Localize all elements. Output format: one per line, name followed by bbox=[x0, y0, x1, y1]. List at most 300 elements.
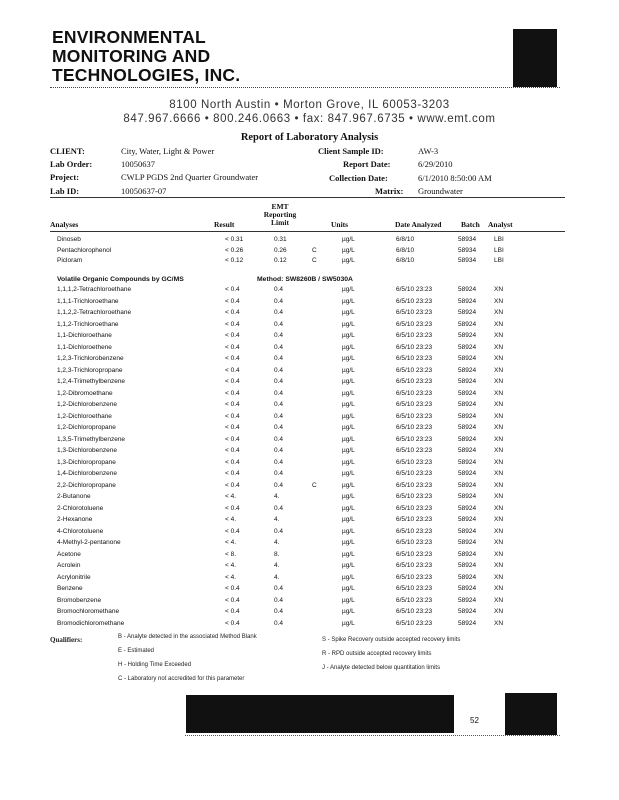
units: µg/L bbox=[342, 320, 355, 328]
units: µg/L bbox=[342, 493, 355, 500]
analyst: XN bbox=[494, 493, 504, 500]
reporting-limit: 0.4 bbox=[274, 435, 284, 443]
analyte-name: Bromobenzene bbox=[57, 596, 102, 604]
date-analyzed: 6/8/10 bbox=[396, 246, 415, 254]
reporting-limit: 0.4 bbox=[274, 378, 284, 385]
units: µg/L bbox=[342, 343, 355, 351]
date-analyzed: 6/5/10 23:23 bbox=[396, 481, 433, 489]
analyst: XN bbox=[494, 516, 504, 523]
batch-id: 58924 bbox=[458, 550, 477, 558]
report-date-label: Report Date: bbox=[343, 159, 391, 169]
units: µg/L bbox=[342, 562, 355, 569]
analyte-name: 1,3-Dichlorobenzene bbox=[57, 447, 117, 454]
analyte-name: 1,1,2,2-Tetrachloroethane bbox=[57, 309, 132, 316]
page-number: 52 bbox=[470, 716, 479, 725]
units: µg/L bbox=[342, 412, 355, 420]
analyte-name: Picloram bbox=[57, 257, 83, 264]
project-label: Project: bbox=[50, 172, 80, 182]
result-value: < 0.4 bbox=[225, 332, 240, 339]
analyte-name: 1,3,5-Trimethylbenzene bbox=[57, 435, 126, 443]
result-value: < 0.12 bbox=[225, 257, 244, 264]
company-logo bbox=[52, 28, 240, 85]
table-row bbox=[50, 620, 565, 631]
matrix-label: Matrix: bbox=[375, 186, 404, 196]
table-row bbox=[50, 551, 565, 562]
analyte-name: 4-Chlorotoluene bbox=[57, 527, 104, 535]
qualifier-e: E - Estimated bbox=[118, 648, 155, 654]
analyte-name: Dinoseb bbox=[57, 236, 81, 243]
batch-id: 58934 bbox=[458, 246, 477, 254]
batch-id: 58924 bbox=[458, 412, 477, 420]
analyte-name: 1,2-Dichloropropane bbox=[57, 424, 116, 431]
analyte-name: 1,2,4-Trimethylbenzene bbox=[57, 378, 126, 385]
redaction-box-top bbox=[513, 29, 557, 87]
lab-id-label: Lab ID: bbox=[50, 186, 80, 196]
footer-divider bbox=[185, 735, 560, 736]
col-header-analyses: Analyses bbox=[50, 220, 79, 229]
analyte-name: 2-Butanone bbox=[57, 493, 91, 500]
result-value: < 0.4 bbox=[225, 366, 240, 374]
col-header-analyst: Analyst bbox=[488, 220, 513, 229]
date-analyzed: 6/5/10 23:23 bbox=[396, 608, 433, 615]
batch-id: 58924 bbox=[458, 435, 477, 443]
table-row bbox=[50, 574, 565, 585]
batch-id: 58924 bbox=[458, 527, 477, 535]
batch-id: 58924 bbox=[458, 389, 477, 397]
units: µg/L bbox=[342, 527, 355, 535]
reporting-limit: 0.12 bbox=[274, 257, 287, 264]
table-row bbox=[50, 309, 565, 320]
batch-id: 58924 bbox=[458, 447, 477, 454]
batch-id: 58924 bbox=[458, 573, 477, 581]
analyte-name: Pentachlorophenol bbox=[57, 246, 112, 254]
units: µg/L bbox=[342, 481, 355, 489]
date-analyzed: 6/5/10 23:23 bbox=[396, 355, 433, 362]
batch-id: 58924 bbox=[458, 286, 477, 293]
result-value: < 0.4 bbox=[225, 389, 240, 397]
analyte-name: 1,2,3-Trichlorobenzene bbox=[57, 355, 124, 362]
result-value: < 0.4 bbox=[225, 412, 240, 420]
result-value: < 0.26 bbox=[225, 246, 244, 254]
reporting-limit: 0.4 bbox=[274, 458, 284, 466]
reporting-limit: 4. bbox=[274, 562, 280, 569]
batch-id: 58924 bbox=[458, 539, 477, 546]
analyst: XN bbox=[494, 550, 504, 558]
analyte-name: 1,2-Dichlorobenzene bbox=[57, 401, 117, 408]
batch-id: 58924 bbox=[458, 470, 477, 477]
date-analyzed: 6/5/10 23:23 bbox=[396, 412, 433, 420]
date-analyzed: 6/5/10 23:23 bbox=[396, 297, 433, 305]
col-header-result: Result bbox=[214, 220, 235, 229]
table-row bbox=[50, 321, 565, 332]
batch-id: 58924 bbox=[458, 619, 477, 627]
units: µg/L bbox=[342, 516, 355, 523]
units: µg/L bbox=[342, 539, 355, 546]
date-analyzed: 6/5/10 23:23 bbox=[396, 585, 433, 592]
units: µg/L bbox=[342, 608, 355, 615]
company-address: 8100 North Austin • Morton Grove, IL 60053-3203 bbox=[169, 99, 450, 111]
units: µg/L bbox=[342, 389, 355, 397]
batch-id: 58924 bbox=[458, 516, 477, 523]
units: µg/L bbox=[342, 246, 355, 254]
units: µg/L bbox=[342, 236, 355, 243]
reporting-limit: 4. bbox=[274, 516, 280, 523]
analyte-name: Bromodichloromethane bbox=[57, 619, 125, 627]
qualifier-r: R - RPD outside accepted recovery limits bbox=[322, 651, 432, 657]
analyte-name: 1,4-Dichlorobenzene bbox=[57, 470, 117, 477]
date-analyzed: 6/5/10 23:23 bbox=[396, 343, 433, 351]
col-header-batch: Batch bbox=[461, 220, 480, 229]
date-analyzed: 6/5/10 23:23 bbox=[396, 401, 433, 408]
analyst: XN bbox=[494, 389, 504, 397]
analyst: XN bbox=[494, 470, 504, 477]
analyte-name: Acetone bbox=[57, 550, 81, 558]
result-value: < 0.4 bbox=[225, 608, 240, 615]
analyst: XN bbox=[494, 366, 504, 374]
table-row bbox=[50, 344, 565, 355]
table-row bbox=[50, 298, 565, 309]
reporting-limit: 0.4 bbox=[274, 389, 284, 397]
result-value: < 0.4 bbox=[225, 447, 240, 454]
table-row bbox=[50, 390, 565, 401]
analyte-name: 4-Methyl-2-pentanone bbox=[57, 539, 121, 546]
date-analyzed: 6/5/10 23:23 bbox=[396, 539, 433, 546]
client-sample-label: Client Sample ID: bbox=[318, 146, 384, 156]
section-method: Method: SW8260B / SW5030A bbox=[257, 276, 353, 283]
reporting-limit: 0.4 bbox=[274, 286, 284, 293]
result-value: < 0.4 bbox=[225, 435, 240, 443]
analyst: XN bbox=[494, 332, 504, 339]
reporting-limit: 0.4 bbox=[274, 401, 284, 408]
units: µg/L bbox=[342, 286, 355, 293]
date-analyzed: 6/5/10 23:23 bbox=[396, 516, 433, 523]
units: µg/L bbox=[342, 619, 355, 627]
result-value: < 0.4 bbox=[225, 424, 240, 431]
reporting-limit: 0.4 bbox=[274, 596, 284, 604]
units: µg/L bbox=[342, 470, 355, 477]
batch-id: 58924 bbox=[458, 481, 477, 489]
batch-id: 58924 bbox=[458, 343, 477, 351]
units: µg/L bbox=[342, 573, 355, 581]
table-row bbox=[50, 286, 565, 297]
analyst: XN bbox=[494, 585, 504, 592]
analyte-name: 1,1,2-Trichloroethane bbox=[57, 320, 119, 328]
date-analyzed: 6/5/10 23:23 bbox=[396, 320, 433, 328]
lab-order-value: 10050637 bbox=[121, 159, 155, 169]
analyst: LBI bbox=[494, 236, 504, 243]
reporting-limit: 0.4 bbox=[274, 366, 284, 374]
lab-id-value: 10050637-07 bbox=[121, 186, 167, 196]
table-row bbox=[50, 585, 565, 596]
result-value: < 0.4 bbox=[225, 343, 240, 351]
analyst: XN bbox=[494, 401, 504, 408]
batch-id: 58924 bbox=[458, 309, 477, 316]
analyte-name: 1,1,1,2-Tetrachloroethane bbox=[57, 286, 132, 293]
table-row bbox=[50, 608, 565, 619]
date-analyzed: 6/5/10 23:23 bbox=[396, 424, 433, 431]
batch-id: 58924 bbox=[458, 585, 477, 592]
qualifier-flag: C bbox=[312, 257, 317, 264]
date-analyzed: 6/5/10 23:23 bbox=[396, 458, 433, 466]
analyte-name: Acrolein bbox=[57, 562, 81, 569]
col-header-date-analyzed: Date Analyzed bbox=[395, 220, 442, 229]
batch-id: 58924 bbox=[458, 366, 477, 374]
result-value: < 0.4 bbox=[225, 401, 240, 408]
date-analyzed: 6/5/10 23:23 bbox=[396, 504, 433, 512]
analyst: XN bbox=[494, 424, 504, 431]
reporting-limit: 0.4 bbox=[274, 412, 284, 420]
table-row bbox=[50, 355, 565, 366]
analyte-name: Acrylonitrile bbox=[57, 573, 91, 581]
qualifier-s: S - Spike Recovery outside accepted recovery limits bbox=[322, 637, 461, 643]
date-analyzed: 6/5/10 23:23 bbox=[396, 286, 433, 293]
redaction-box-bottom bbox=[505, 693, 557, 735]
analyst: XN bbox=[494, 458, 504, 466]
analyst: XN bbox=[494, 504, 504, 512]
analyte-name: 1,1-Dichloroethene bbox=[57, 343, 112, 351]
analyst: XN bbox=[494, 447, 504, 454]
analyst: XN bbox=[494, 320, 504, 328]
table-row bbox=[50, 378, 565, 389]
reporting-limit: 4. bbox=[274, 539, 280, 546]
client-value: City, Water, Light & Power bbox=[121, 146, 215, 156]
date-analyzed: 6/5/10 23:23 bbox=[396, 470, 433, 477]
redaction-bar-bottom bbox=[186, 695, 454, 733]
table-row bbox=[50, 562, 565, 573]
batch-id: 58924 bbox=[458, 458, 477, 466]
reporting-limit: 0.4 bbox=[274, 297, 284, 305]
units: µg/L bbox=[342, 447, 355, 454]
analyst: XN bbox=[494, 527, 504, 535]
analyte-name: 1,1-Dichloroethane bbox=[57, 332, 112, 339]
analyte-name: 1,2-Dibromoethane bbox=[57, 389, 113, 397]
result-value: < 0.4 bbox=[225, 527, 240, 535]
result-value: < 0.4 bbox=[225, 320, 240, 328]
batch-id: 58924 bbox=[458, 504, 477, 512]
section-name: Volatile Organic Compounds by GC/MS bbox=[57, 276, 184, 283]
lab-order-label: Lab Order: bbox=[50, 159, 93, 169]
reporting-limit: 0.4 bbox=[274, 424, 284, 431]
units: µg/L bbox=[342, 550, 355, 558]
units: µg/L bbox=[342, 596, 355, 604]
units: µg/L bbox=[342, 366, 355, 374]
table-row bbox=[50, 436, 565, 447]
analyst: XN bbox=[494, 596, 504, 604]
analyst: XN bbox=[494, 539, 504, 546]
analyst: XN bbox=[494, 573, 504, 581]
report-date-value: 6/29/2010 bbox=[418, 159, 453, 169]
analyst: XN bbox=[494, 619, 504, 627]
table-row bbox=[50, 597, 565, 608]
batch-id: 58924 bbox=[458, 562, 477, 569]
result-value: < 8. bbox=[225, 550, 237, 558]
batch-id: 58924 bbox=[458, 424, 477, 431]
analyst: LBI bbox=[494, 257, 504, 264]
reporting-limit: 0.4 bbox=[274, 309, 284, 316]
analyte-name: Bromochloromethane bbox=[57, 608, 120, 615]
result-value: < 0.4 bbox=[225, 286, 240, 293]
date-analyzed: 6/5/10 23:23 bbox=[396, 573, 433, 581]
reporting-limit: 0.31 bbox=[274, 236, 287, 243]
batch-id: 58924 bbox=[458, 332, 477, 339]
batch-id: 58924 bbox=[458, 493, 477, 500]
table-row bbox=[50, 470, 565, 481]
qualifiers-label: Qualifiers: bbox=[50, 636, 83, 644]
date-analyzed: 6/5/10 23:23 bbox=[396, 447, 433, 454]
units: µg/L bbox=[342, 504, 355, 512]
analyte-name: 1,3-Dichloropropane bbox=[57, 458, 116, 466]
table-row bbox=[50, 257, 565, 268]
date-analyzed: 6/5/10 23:23 bbox=[396, 493, 433, 500]
batch-id: 58924 bbox=[458, 320, 477, 328]
result-value: < 0.4 bbox=[225, 378, 240, 385]
batch-id: 58924 bbox=[458, 297, 477, 305]
units: µg/L bbox=[342, 585, 355, 592]
matrix-value: Groundwater bbox=[418, 186, 463, 196]
reporting-limit: 0.4 bbox=[274, 585, 284, 592]
units: µg/L bbox=[342, 401, 355, 408]
result-value: < 0.4 bbox=[225, 481, 240, 489]
analyst: XN bbox=[494, 562, 504, 569]
analyst: XN bbox=[494, 355, 504, 362]
table-row bbox=[50, 516, 565, 527]
date-analyzed: 6/5/10 23:23 bbox=[396, 435, 433, 443]
company-name-line1: ENVIRONMENTAL bbox=[52, 27, 206, 47]
reporting-limit: 0.4 bbox=[274, 481, 284, 489]
analyst: XN bbox=[494, 286, 504, 293]
units: µg/L bbox=[342, 435, 355, 443]
analyst: XN bbox=[494, 309, 504, 316]
batch-id: 58934 bbox=[458, 257, 477, 264]
result-value: < 4. bbox=[225, 562, 237, 569]
table-row bbox=[50, 401, 565, 412]
date-analyzed: 6/5/10 23:23 bbox=[396, 389, 433, 397]
table-row bbox=[50, 505, 565, 516]
analyst: XN bbox=[494, 297, 504, 305]
project-value: CWLP PGDS 2nd Quarter Groundwater bbox=[121, 172, 259, 182]
date-analyzed: 6/5/10 23:23 bbox=[396, 366, 433, 374]
reporting-limit: 8. bbox=[274, 550, 280, 558]
analyst: XN bbox=[494, 608, 504, 615]
batch-id: 58924 bbox=[458, 608, 477, 615]
table-row bbox=[50, 528, 565, 539]
reporting-limit: 4. bbox=[274, 493, 280, 500]
reporting-limit: 0.4 bbox=[274, 355, 284, 362]
result-value: < 0.4 bbox=[225, 596, 240, 604]
client-label: CLIENT: bbox=[50, 146, 85, 156]
result-value: < 4. bbox=[225, 493, 237, 500]
table-row bbox=[50, 367, 565, 378]
batch-id: 58924 bbox=[458, 401, 477, 408]
units: µg/L bbox=[342, 309, 355, 316]
collection-date-value: 6/1/2010 8:50:00 AM bbox=[418, 173, 492, 183]
analyte-name: 1,2,3-Trichloropropane bbox=[57, 366, 123, 374]
table-row bbox=[50, 236, 565, 247]
company-name-line2: MONITORING AND bbox=[52, 46, 211, 66]
col-header-units: Units bbox=[331, 220, 349, 229]
qualifier-j: J - Analyte detected below quantitation limits bbox=[322, 665, 441, 671]
units: µg/L bbox=[342, 458, 355, 466]
analyte-name: 1,1,1-Trichloroethane bbox=[57, 297, 119, 305]
result-value: < 0.31 bbox=[225, 236, 244, 243]
reporting-limit: 0.4 bbox=[274, 504, 284, 512]
reporting-limit: 0.4 bbox=[274, 343, 284, 351]
reporting-limit: 0.4 bbox=[274, 320, 284, 328]
reporting-limit: 0.26 bbox=[274, 246, 287, 254]
date-analyzed: 6/5/10 23:23 bbox=[396, 550, 433, 558]
col-header-reporting-limit: EMT Reporting Limit bbox=[263, 202, 297, 227]
units: µg/L bbox=[342, 355, 355, 362]
analyte-name: 2-Hexanone bbox=[57, 516, 93, 523]
result-value: < 4. bbox=[225, 539, 237, 546]
table-row bbox=[50, 332, 565, 343]
batch-id: 58924 bbox=[458, 596, 477, 604]
reporting-limit: 0.4 bbox=[274, 447, 284, 454]
qualifier-h: H - Holding Time Exceeded bbox=[118, 662, 192, 668]
date-analyzed: 6/5/10 23:23 bbox=[396, 562, 433, 569]
units: µg/L bbox=[342, 257, 355, 264]
date-analyzed: 6/5/10 23:23 bbox=[396, 527, 433, 535]
date-analyzed: 6/8/10 bbox=[396, 257, 415, 264]
analyst: LBI bbox=[494, 246, 504, 254]
result-value: < 0.4 bbox=[225, 458, 240, 466]
client-sample-value: AW-3 bbox=[418, 146, 439, 156]
analyte-name: 2,2-Dichloropropane bbox=[57, 481, 116, 489]
date-analyzed: 6/8/10 bbox=[396, 236, 415, 243]
analyte-name: 1,2-Dichloroethane bbox=[57, 412, 112, 420]
date-analyzed: 6/5/10 23:23 bbox=[396, 378, 433, 385]
header-divider bbox=[50, 87, 560, 88]
qualifier-flag: C bbox=[312, 246, 317, 254]
result-value: < 0.4 bbox=[225, 619, 240, 627]
batch-id: 58924 bbox=[458, 355, 477, 362]
company-name-line3: TECHNOLOGIES, INC. bbox=[52, 65, 241, 85]
reporting-limit: 0.4 bbox=[274, 332, 284, 339]
result-value: < 0.4 bbox=[225, 297, 240, 305]
company-contact: 847.967.6666 • 800.246.0663 • fax: 847.967.6735 • www.emt.com bbox=[123, 113, 496, 125]
table-row bbox=[50, 447, 565, 458]
units: µg/L bbox=[342, 424, 355, 431]
analyst: XN bbox=[494, 343, 504, 351]
analyst: XN bbox=[494, 412, 504, 420]
qualifier-b: B - Analyte detected in the associated Method Blank bbox=[118, 634, 257, 640]
date-analyzed: 6/5/10 23:23 bbox=[396, 596, 433, 604]
result-value: < 4. bbox=[225, 573, 237, 581]
report-title: Report of Laboratory Analysis bbox=[240, 132, 379, 143]
reporting-limit: 0.4 bbox=[274, 619, 284, 627]
analyte-name: 2-Chlorotoluene bbox=[57, 504, 104, 512]
units: µg/L bbox=[342, 332, 355, 339]
qualifier-flag: C bbox=[312, 481, 317, 489]
reporting-limit: 0.4 bbox=[274, 608, 284, 615]
date-analyzed: 6/5/10 23:23 bbox=[396, 619, 433, 627]
date-analyzed: 6/5/10 23:23 bbox=[396, 332, 433, 339]
reporting-limit: 0.4 bbox=[274, 470, 284, 477]
batch-id: 58924 bbox=[458, 378, 477, 385]
batch-id: 58934 bbox=[458, 236, 477, 243]
qualifier-c: C - Laboratory not accredited for this parameter bbox=[118, 676, 245, 682]
units: µg/L bbox=[342, 297, 355, 305]
analyte-name: Benzene bbox=[57, 585, 83, 592]
reporting-limit: 0.4 bbox=[274, 527, 284, 535]
table-row bbox=[50, 482, 565, 493]
analyst: XN bbox=[494, 378, 504, 385]
result-value: < 0.4 bbox=[225, 309, 240, 316]
units: µg/L bbox=[342, 378, 355, 385]
meta-divider bbox=[50, 197, 565, 198]
table-row bbox=[50, 413, 565, 424]
date-analyzed: 6/5/10 23:23 bbox=[396, 309, 433, 316]
